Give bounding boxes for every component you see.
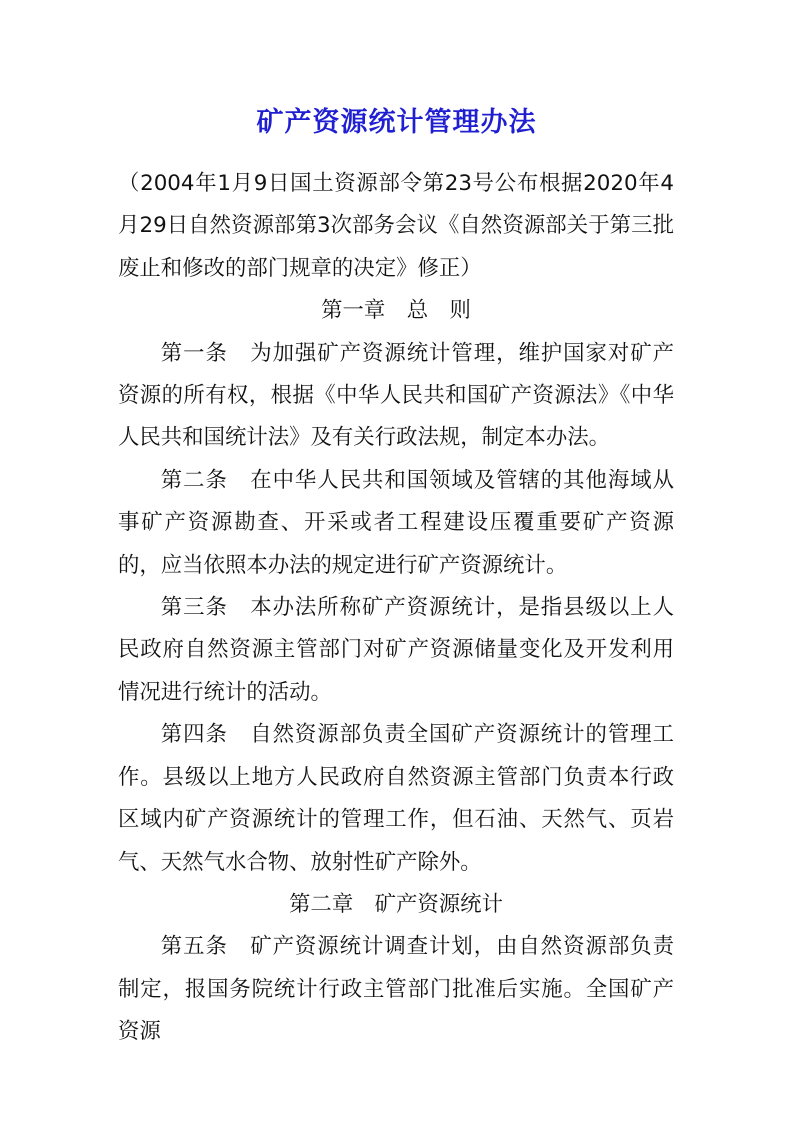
chapter-name: 矿产资源统计: [374, 891, 503, 917]
article-number: 第一条: [160, 340, 228, 366]
article-number: 第五条: [160, 934, 228, 960]
chapter-number: 第二章: [289, 891, 354, 917]
article-text: 为加强矿产资源统计管理，维护国家对矿产资源的所有权，根据《中华人民共和国矿产资源法》《中华人民共和国统计法》及有关行政法规，制定本办法。: [118, 340, 674, 451]
document-title: 矿产资源统计管理办法: [256, 107, 537, 138]
document-body: [118, 163, 674, 1054]
article-number: 第二条: [160, 467, 228, 493]
article-paragraph: [118, 333, 674, 460]
article-text: 矿产资源统计调查计划，由自然资源部负责制定，报国务院统计行政主管部门批准后实施。全国矿产资源: [118, 934, 674, 1045]
article-number: 第三条: [160, 595, 228, 621]
chapter-number: 第一章: [321, 298, 386, 324]
article-paragraph: [118, 460, 674, 587]
article-paragraph: [118, 714, 674, 884]
chapter-heading: [118, 884, 674, 926]
article-text: 本办法所称矿产资源统计，是指县级以上人民政府自然资源主管部门对矿产资源储量变化及开发利用情况进行统计的活动。: [118, 595, 674, 705]
article-text: 在中华人民共和国领域及管辖的其他海域从事矿产资源勘查、开采或者工程建设压覆重要矿产资源的，应当依照本办法的规定进行矿产资源统计。: [118, 467, 674, 578]
chapter-heading: [118, 290, 674, 332]
article-paragraph: [118, 587, 674, 714]
preamble: （2004年1月9日国土资源部令第23号公布根据2020年4月29日自然资源部第3次部务会议《自然资源部关于第三批废止和修改的部门规章的决定》修正）: [118, 171, 674, 281]
article-paragraph: [118, 926, 674, 1053]
article-text: 自然资源部负责全国矿产资源统计的管理工作。县级以上地方人民政府自然资源主管部门负责本行政区域内矿产资源统计的管理工作，但石油、天然气、页岩气、天然气水合物、放射性矿产除外。: [118, 722, 674, 875]
article-number: 第四条: [160, 722, 228, 748]
chapter-name: 总 则: [406, 298, 471, 324]
